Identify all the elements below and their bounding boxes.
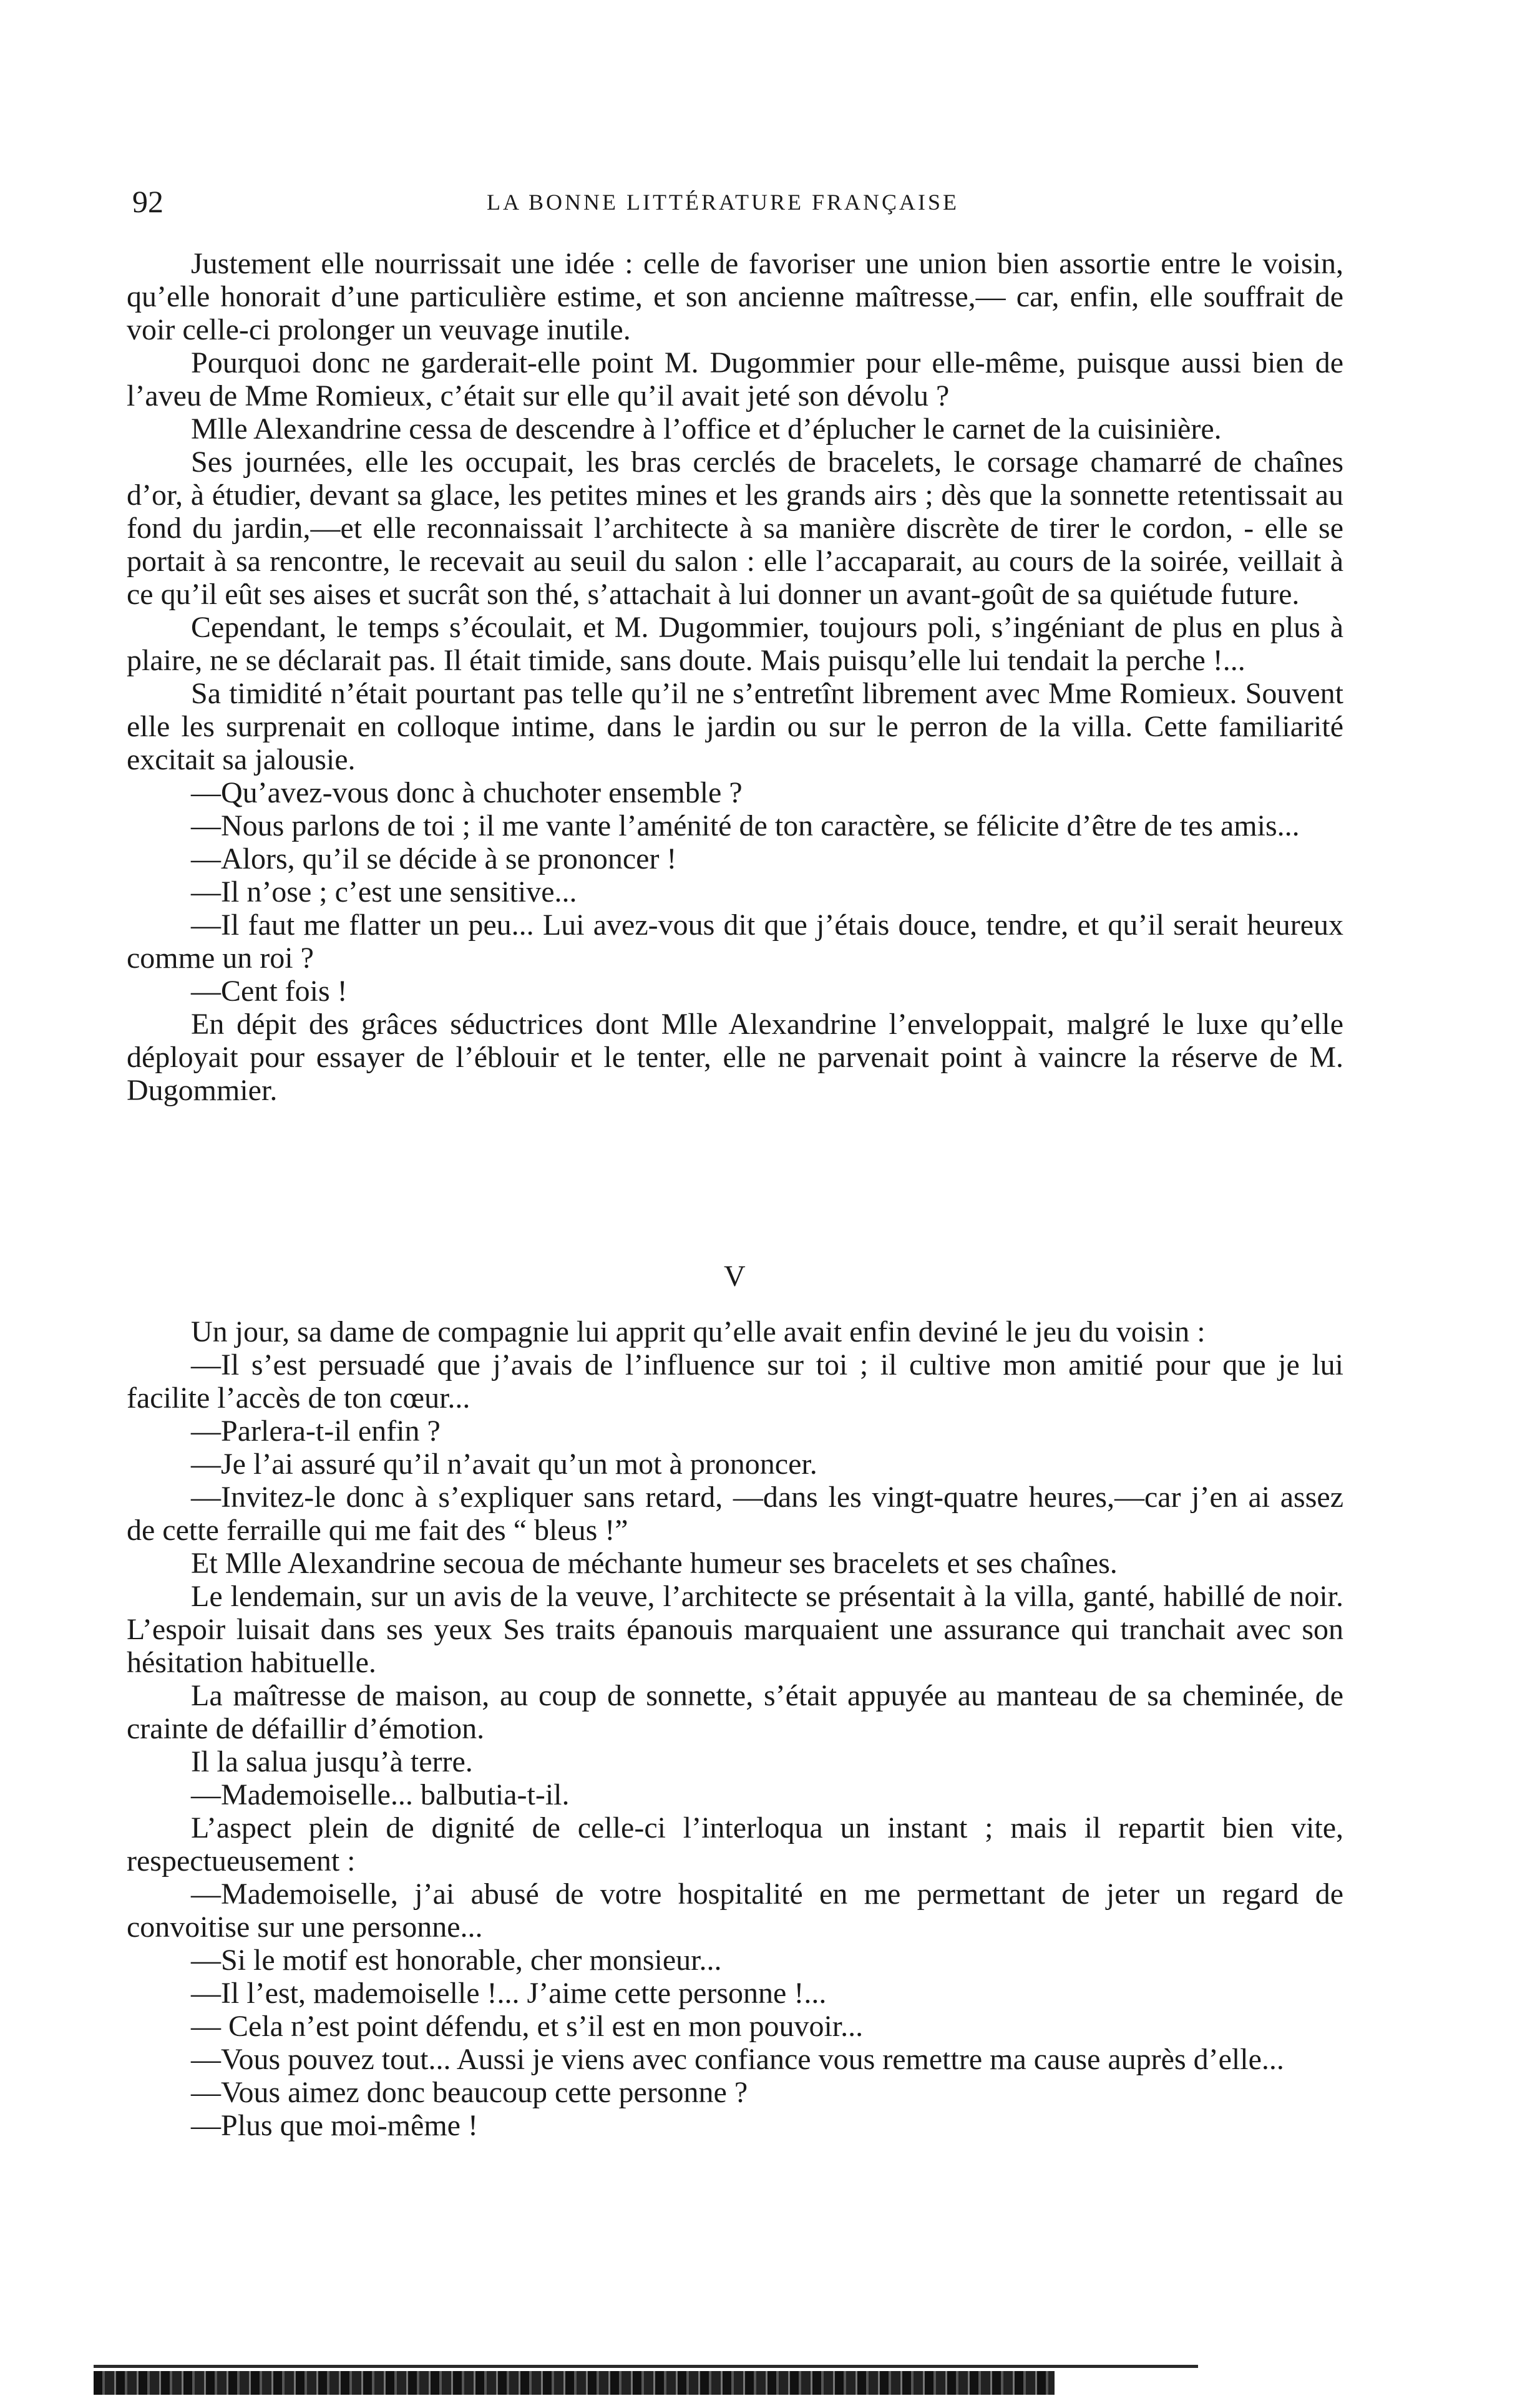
dialogue-line: —Nous parlons de toi ; il me vante l’aménité de ton caractère, se félicite d’être de tes amis... [191, 809, 1300, 842]
paragraph: L’aspect plein de dignité de celle-ci l’interloqua un instant ; mais il repartit bien vite, respectueusement : [127, 1811, 1343, 1878]
scan-edge-band [94, 2371, 1055, 2395]
paragraph: Il la salua jusqu’à terre. [191, 1745, 473, 1778]
page-bottom-rule [94, 2365, 1198, 2368]
dialogue-line: —Il faut me flatter un peu... Lui avez-vous dit que j’étais douce, tendre, et qu’il serait heureux comme un roi ? [127, 908, 1343, 975]
paragraph: La maîtresse de maison, au coup de sonnette, s’était appuyée au manteau de sa cheminée, de crainte de défaillir d’émotion. [127, 1679, 1343, 1745]
dialogue-line: —Plus que moi-même ! [191, 2109, 478, 2142]
paragraph: En dépit des grâces séductrices dont Mlle Alexandrine l’enveloppait, malgré le luxe qu’elle déployait pour essayer de l’éblouir et le tenter, elle ne parvenait point à vaincre la réserve de M. Dugommier. [127, 1008, 1343, 1107]
paragraph: Mlle Alexandrine cessa de descendre à l’office et d’éplucher le carnet de la cuisinière. [191, 412, 1222, 446]
dialogue-line: —Alors, qu’il se décide à se prononcer ! [191, 842, 677, 875]
dialogue-line: —Vous aimez donc beaucoup cette personne ? [191, 2076, 748, 2109]
running-head: LA BONNE LITTÉRATURE FRANÇAISE [487, 190, 959, 215]
dialogue-line: —Mademoiselle... balbutia-t-il. [191, 1778, 570, 1811]
paragraph: Cependant, le temps s’écoulait, et M. Dugommier, toujours poli, s’ingéniant de plus en plus à plaire, ne se déclarait pas. Il était timide, sans doute. Mais puisqu’elle lui tendait la perche !... [127, 611, 1343, 677]
dialogue-line: —Parlera-t-il enfin ? [191, 1415, 441, 1448]
dialogue-line: —Invitez-le donc à s’expliquer sans retard, —dans les vingt-quatre heures,—car j’en ai assez de cette ferraille qui me fait des “ bleus !” [127, 1481, 1343, 1547]
dialogue-line: —Je l’ai assuré qu’il n’avait qu’un mot à prononcer. [191, 1448, 817, 1481]
dialogue-line: —Si le motif est honorable, cher monsieur... [191, 1944, 722, 1977]
dialogue-line: —Il s’est persuadé que j’avais de l’influence sur toi ; il cultive mon amitié pour que je lui facilite l’accès de ton cœur... [127, 1348, 1343, 1415]
paragraph: Le lendemain, sur un avis de la veuve, l’architecte se présentait à la villa, ganté, habillé de noir. L’espoir luisait dans ses yeux Ses traits épanouis marquaient une assurance qui tranchait avec son hésitation habituelle. [127, 1580, 1343, 1679]
dialogue-line: —Cent fois ! [191, 975, 348, 1008]
dialogue-line: —Vous pouvez tout... Aussi je viens avec confiance vous remettre ma cause auprès d’elle... [191, 2043, 1284, 2076]
dialogue-line: —Il l’est, mademoiselle !... J’aime cette personne !... [191, 1977, 827, 2010]
chapter-numeral: V [724, 1260, 746, 1293]
text-section-two [127, 1315, 1343, 2142]
paragraph: Un jour, sa dame de compagnie lui apprit qu’elle avait enfin deviné le jeu du voisin : [191, 1315, 1206, 1348]
page-number: 92 [132, 184, 163, 219]
dialogue-line: —Qu’avez-vous donc à chuchoter ensemble ? [191, 776, 743, 809]
text-section-one [127, 247, 1343, 1107]
dialogue-line: — Cela n’est point défendu, et s’il est en mon pouvoir... [191, 2010, 864, 2043]
paragraph: Ses journées, elle les occupait, les bras cerclés de bracelets, le corsage chamarré de chaînes d’or, à étudier, devant sa glace, les petites mines et les grands airs ; dès que la sonnette retentissait au fond du jardin,—et elle reconnaissait l’architecte à sa manière discrète de tirer le cordon, - elle se portait à sa rencontre, le recevait au seuil du salon : elle l’accaparait, au cours de la soirée, veillait à ce qu’il eût ses aises et sucrât son thé, s’attachait à lui donner un avant-goût de sa quiétude future. [127, 446, 1343, 611]
dialogue-line: —Mademoiselle, j’ai abusé de votre hospitalité en me permettant de jeter un regard de convoitise sur une personne... [127, 1878, 1343, 1944]
paragraph: Justement elle nourrissait une idée : celle de favoriser une union bien assortie entre le voisin, qu’elle honorait d’une particulière estime, et son ancienne maîtresse,— car, enfin, elle souffrait de voir celle-ci prolonger un veuvage inutile. [127, 247, 1343, 346]
paragraph: Et Mlle Alexandrine secoua de méchante humeur ses bracelets et ses chaînes. [191, 1547, 1118, 1580]
paragraph: Pourquoi donc ne garderait-elle point M. Dugommier pour elle-même, puisque aussi bien de l’aveu de Mme Romieux, c’était sur elle qu’il avait jeté son dévolu ? [127, 346, 1343, 412]
dialogue-line: —Il n’ose ; c’est une sensitive... [191, 875, 577, 908]
paragraph: Sa timidité n’était pourtant pas telle qu’il ne s’entretînt librement avec Mme Romieux. Souvent elle les surprenait en colloque intime, dans le jardin ou sur le perron de la villa. Cette familiarité excitait sa jalousie. [127, 677, 1343, 776]
